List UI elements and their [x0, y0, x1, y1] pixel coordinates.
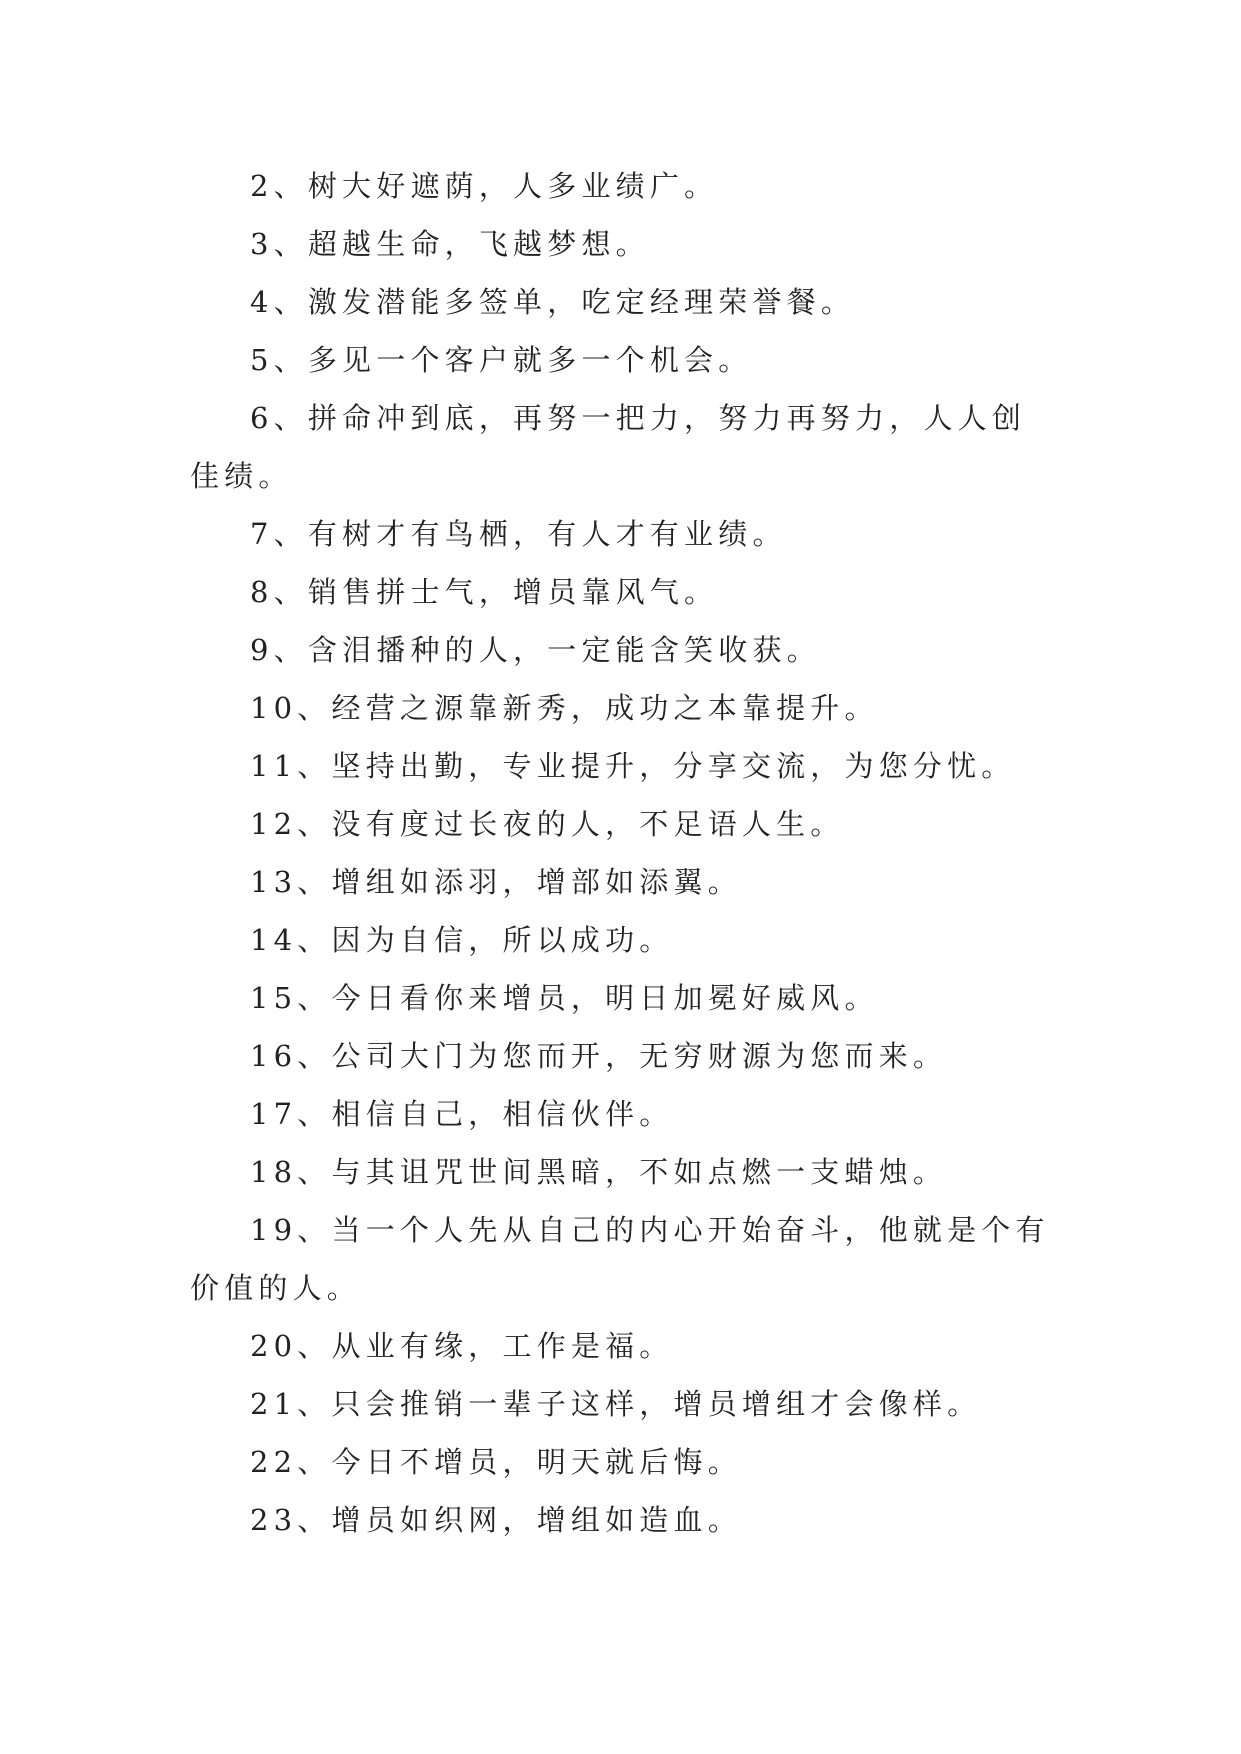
list-item: 3、超越生命，飞越梦想。 [250, 227, 650, 261]
list-item: 4、激发潜能多签单，吃定经理荣誉餐。 [250, 285, 856, 319]
list-item: 16、公司大门为您而开，无穷财源为您而来。 [250, 1039, 948, 1073]
list-item: 11、坚持出勤，专业提升，分享交流，为您分忧。 [250, 749, 1016, 783]
list-item: 9、含泪播种的人，一定能含笑收获。 [250, 633, 821, 667]
list-item: 20、从业有缘，工作是福。 [250, 1329, 674, 1363]
list-item: 15、今日看你来增员，明日加冕好威风。 [250, 981, 879, 1015]
list-item: 18、与其诅咒世间黑暗，不如点燃一支蜡烛。 [250, 1155, 948, 1189]
list-item: 6、拼命冲到底，再努一把力，努力再努力，人人创佳绩。 [190, 401, 1027, 493]
list-item: 12、没有度过长夜的人，不足语人生。 [250, 807, 845, 841]
list-item: 19、当一个人先从自己的内心开始奋斗，他就是个有价值的人。 [190, 1213, 1050, 1305]
list-item: 2、树大好遮荫，人多业绩广。 [250, 169, 719, 203]
list-item: 7、有树才有鸟栖，有人才有业绩。 [250, 517, 787, 551]
list-item: 17、相信自己，相信伙伴。 [250, 1097, 674, 1131]
list-item: 10、经营之源靠新秀，成功之本靠提升。 [250, 691, 879, 725]
list-item: 13、增组如添羽，增部如添翼。 [250, 865, 742, 899]
document-body [190, 157, 1050, 1549]
list-item: 8、销售拼士气，增员靠风气。 [250, 575, 719, 609]
list-item: 21、只会推销一辈子这样，增员增组才会像样。 [250, 1387, 982, 1421]
list-item: 5、多见一个客户就多一个机会。 [250, 343, 753, 377]
list-item: 14、因为自信，所以成功。 [250, 923, 674, 957]
list-item: 22、今日不增员，明天就后悔。 [250, 1445, 742, 1479]
list-item: 23、增员如织网，增组如造血。 [250, 1503, 742, 1537]
